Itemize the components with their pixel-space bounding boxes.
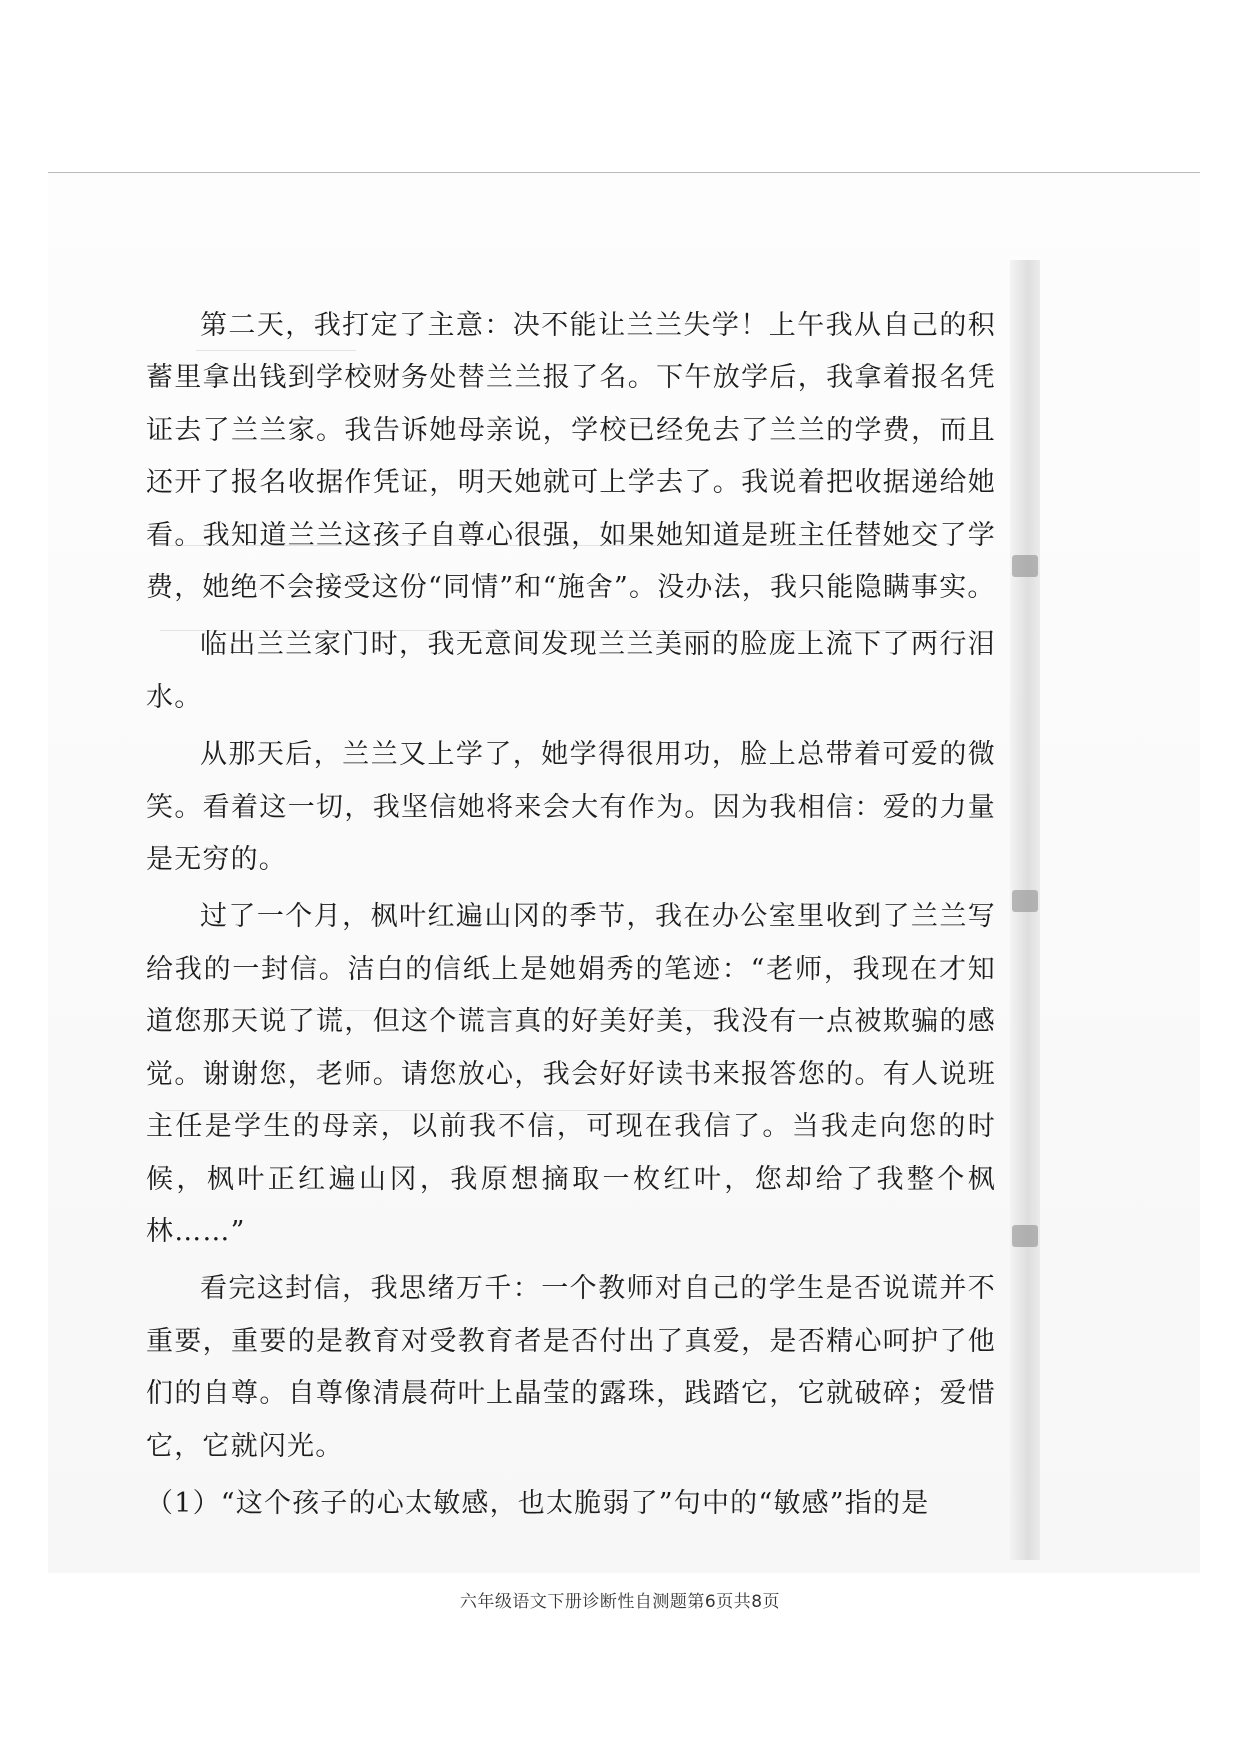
passage-paragraph: 从那天后，兰兰又上学了，她学得很用功，脸上总带着可爱的微笑。看着这一切，我坚信她将来会大有作为。因为我相信：爱的力量是无穷的。 [146, 739, 996, 876]
passage-paragraph: 临出兰兰家门时，我无意间发现兰兰美丽的脸庞上流下了两行泪水。 [146, 629, 996, 713]
passage-paragraph: 过了一个月，枫叶红遍山冈的季节，我在办公室里收到了兰兰写给我的一封信。洁白的信纸上是她娟秀的笔迹：“老师，我现在才知道您那天说了谎，但这个谎言真的好美好美，我没有一点被欺骗的感觉。谢谢您，老师。请您放心，我会好好读书来报答您的。有人说班主任是学生的母亲，以前我不信，可现在我信了。当我走向您的时候，枫叶正红遍山冈，我原想摘取一枚红叶，您却给了我整个枫林……” [146, 901, 996, 1247]
page-footer: 六年级语文下册诊断性自测题第6页共8页 [459, 1592, 781, 1612]
edge-mark [1012, 1225, 1038, 1247]
passage-body [146, 300, 996, 1535]
edge-mark [1012, 555, 1038, 577]
question-1: （1）“这个孩子的心太敏感，也太脆弱了”句中的“敏感”指的是 [146, 1487, 930, 1519]
passage-paragraph: 看完这封信，我思绪万千：一个教师对自己的学生是否说谎并不重要，重要的是教育对受教育者是否付出了真爱，是否精心呵护了他们的自尊。自尊像清晨荷叶上晶莹的露珠，践踏它，它就破碎；爱惜它，它就闪光。 [146, 1273, 996, 1462]
edge-mark [1012, 890, 1038, 912]
passage-paragraph: 第二天，我打定了主意：决不能让兰兰失学！上午我从自己的积蓄里拿出钱到学校财务处替兰兰报了名。下午放学后，我拿着报名凭证去了兰兰家。我告诉她母亲说，学校已经免去了兰兰的学费，而且还开了报名收据作凭证，明天她就可上学去了。我说着把收据递给她看。我知道兰兰这孩子自尊心很强，如果她知道是班主任替她交了学费，她绝不会接受这份“同情”和“施舍”。没办法，我只能隐瞒事实。 [146, 310, 996, 604]
